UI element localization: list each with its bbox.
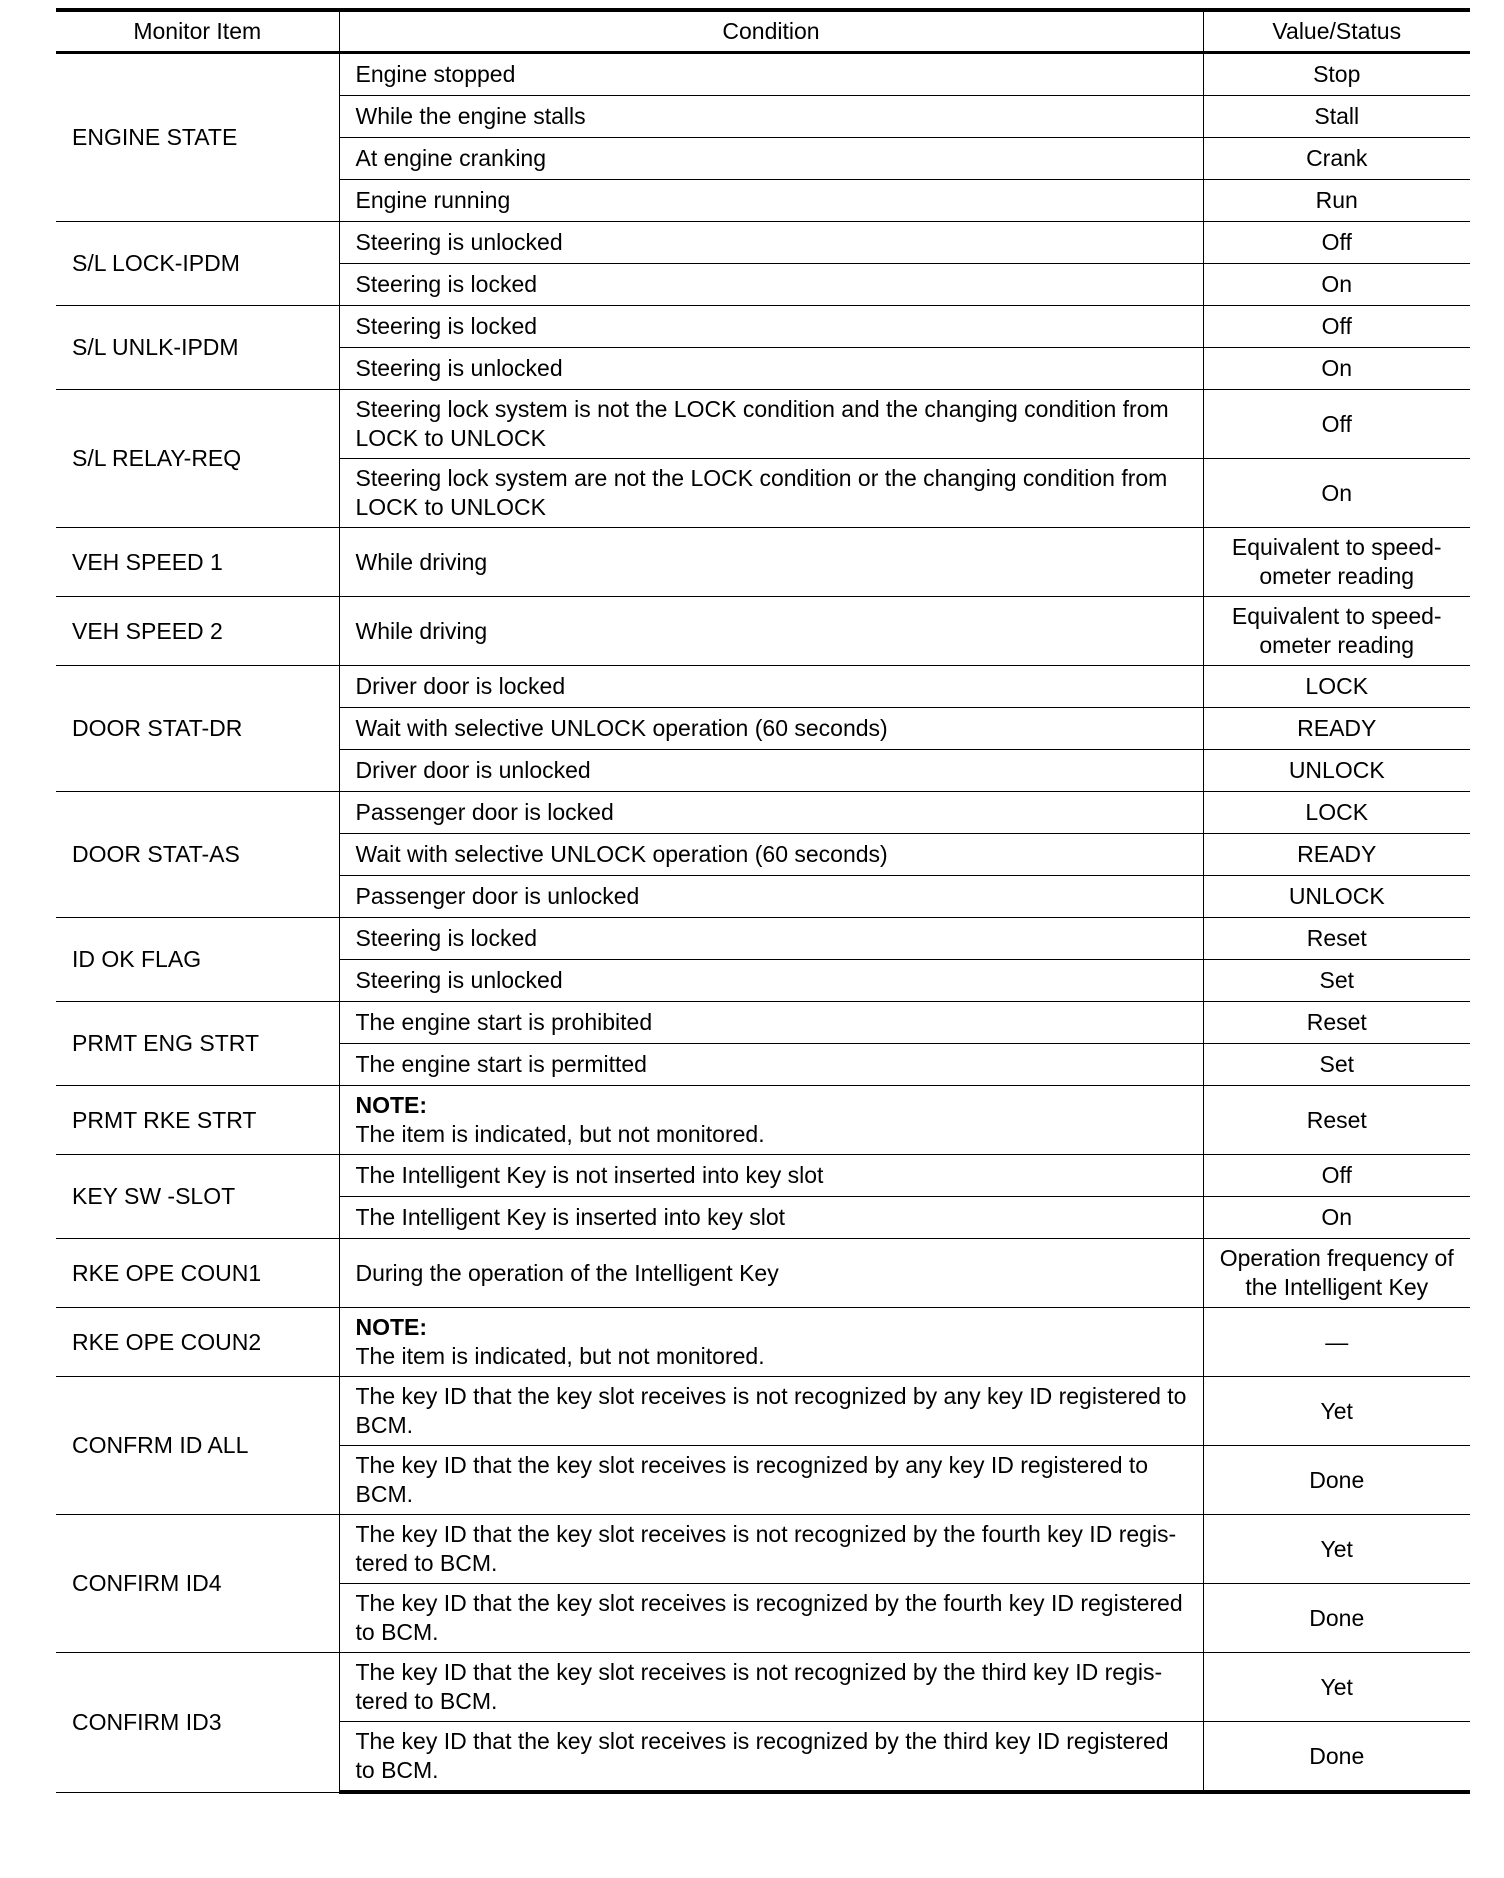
value-status-cell: Reset	[1203, 1002, 1470, 1044]
value-status-cell: Done	[1203, 1584, 1470, 1653]
table-row	[56, 1377, 1470, 1446]
monitor-item-cell: RKE OPE COUN2	[56, 1308, 339, 1377]
monitor-item-cell: PRMT ENG STRT	[56, 1002, 339, 1086]
value-status-cell: On	[1203, 459, 1470, 528]
condition-cell: The key ID that the key slot receives is recognized by the third key ID registered to BCM.	[339, 1722, 1203, 1793]
monitor-item-cell: S/L LOCK-IPDM	[56, 222, 339, 306]
condition-cell: While the engine stalls	[339, 96, 1203, 138]
condition-cell: The key ID that the key slot receives is recognized by the fourth key ID registered to BCM.	[339, 1584, 1203, 1653]
condition-cell: Steering lock system are not the LOCK condition or the changing condition from LOCK to UNLOCK	[339, 459, 1203, 528]
value-status-cell: On	[1203, 348, 1470, 390]
value-status-cell: Equivalent to speed-ometer reading	[1203, 528, 1470, 597]
table-row	[56, 1515, 1470, 1584]
table-row	[56, 792, 1470, 834]
value-status-cell: Stall	[1203, 96, 1470, 138]
header-row	[56, 10, 1470, 53]
value-status-cell: Equivalent to speed-ometer reading	[1203, 597, 1470, 666]
table-body	[56, 53, 1470, 1793]
value-status-cell: Operation frequency of the Intelligent Key	[1203, 1239, 1470, 1308]
condition-cell: Steering is locked	[339, 918, 1203, 960]
monitor-item-cell: VEH SPEED 1	[56, 528, 339, 597]
condition-cell: The Intelligent Key is inserted into key slot	[339, 1197, 1203, 1239]
monitor-item-table	[56, 8, 1470, 1794]
monitor-item-cell: CONFIRM ID4	[56, 1515, 339, 1653]
value-status-cell: Done	[1203, 1722, 1470, 1793]
value-status-cell: Run	[1203, 180, 1470, 222]
value-status-cell: Reset	[1203, 918, 1470, 960]
table-row	[56, 597, 1470, 666]
table-row	[56, 390, 1470, 459]
condition-cell: Steering is locked	[339, 264, 1203, 306]
value-status-cell: LOCK	[1203, 792, 1470, 834]
monitor-item-cell: VEH SPEED 2	[56, 597, 339, 666]
value-status-cell: Off	[1203, 1155, 1470, 1197]
monitor-item-cell: DOOR STAT-DR	[56, 666, 339, 792]
condition-cell: Wait with selective UNLOCK operation (60 seconds)	[339, 834, 1203, 876]
condition-cell: Steering lock system is not the LOCK condition and the changing condition from LOCK to UNLOCK	[339, 390, 1203, 459]
value-status-cell: Set	[1203, 1044, 1470, 1086]
value-status-cell: On	[1203, 1197, 1470, 1239]
condition-cell: The Intelligent Key is not inserted into key slot	[339, 1155, 1203, 1197]
monitor-item-cell: RKE OPE COUN1	[56, 1239, 339, 1308]
condition-cell: The engine start is permitted	[339, 1044, 1203, 1086]
value-status-cell: Yet	[1203, 1515, 1470, 1584]
value-status-cell: Reset	[1203, 1086, 1470, 1155]
header-monitor-item: Monitor Item	[56, 10, 339, 53]
value-status-cell: Stop	[1203, 53, 1470, 96]
monitor-item-cell: CONFIRM ID3	[56, 1653, 339, 1793]
condition-cell: The key ID that the key slot receives is not recognized by any key ID registered to BCM.	[339, 1377, 1203, 1446]
note-label: NOTE:	[355, 1314, 428, 1340]
condition-cell: Passenger door is unlocked	[339, 876, 1203, 918]
monitor-item-cell: ENGINE STATE	[56, 53, 339, 222]
value-status-cell: On	[1203, 264, 1470, 306]
table-row	[56, 666, 1470, 708]
monitor-item-cell: KEY SW -SLOT	[56, 1155, 339, 1239]
value-status-cell: LOCK	[1203, 666, 1470, 708]
table-row	[56, 528, 1470, 597]
table-row	[56, 918, 1470, 960]
condition-cell: Driver door is locked	[339, 666, 1203, 708]
value-status-cell: Crank	[1203, 138, 1470, 180]
condition-cell: Engine running	[339, 180, 1203, 222]
value-status-cell: Off	[1203, 222, 1470, 264]
value-status-cell: READY	[1203, 708, 1470, 750]
table-row	[56, 1308, 1470, 1377]
condition-cell: Steering is unlocked	[339, 348, 1203, 390]
condition-cell: The key ID that the key slot receives is not recognized by the third key ID regis-tered to BCM.	[339, 1653, 1203, 1722]
value-status-cell: UNLOCK	[1203, 876, 1470, 918]
table-row	[56, 222, 1470, 264]
condition-cell: Passenger door is locked	[339, 792, 1203, 834]
monitor-item-cell: S/L RELAY-REQ	[56, 390, 339, 528]
condition-cell: The engine start is prohibited	[339, 1002, 1203, 1044]
note-label: NOTE:	[355, 1092, 428, 1118]
condition-cell: Driver door is unlocked	[339, 750, 1203, 792]
value-status-cell: Off	[1203, 390, 1470, 459]
condition-cell: While driving	[339, 597, 1203, 666]
value-status-cell: READY	[1203, 834, 1470, 876]
header-condition: Condition	[339, 10, 1203, 53]
table-row	[56, 1086, 1470, 1155]
table-header	[56, 10, 1470, 53]
condition-cell: Wait with selective UNLOCK operation (60 seconds)	[339, 708, 1203, 750]
monitor-item-cell: DOOR STAT-AS	[56, 792, 339, 918]
value-status-cell: Off	[1203, 306, 1470, 348]
value-status-cell: UNLOCK	[1203, 750, 1470, 792]
table-row	[56, 1002, 1470, 1044]
monitor-item-cell: S/L UNLK-IPDM	[56, 306, 339, 390]
value-status-cell: —	[1203, 1308, 1470, 1377]
value-status-cell: Set	[1203, 960, 1470, 1002]
condition-cell: Steering is unlocked	[339, 222, 1203, 264]
condition-cell: Steering is unlocked	[339, 960, 1203, 1002]
table-row	[56, 1239, 1470, 1308]
condition-cell: While driving	[339, 528, 1203, 597]
table-row	[56, 1653, 1470, 1722]
monitor-item-cell: PRMT RKE STRT	[56, 1086, 339, 1155]
condition-cell	[339, 1086, 1203, 1155]
table-row	[56, 306, 1470, 348]
table-row	[56, 53, 1470, 96]
condition-cell: The key ID that the key slot receives is not recognized by the fourth key ID regis-tered to BCM.	[339, 1515, 1203, 1584]
condition-cell: Steering is locked	[339, 306, 1203, 348]
condition-cell: During the operation of the Intelligent Key	[339, 1239, 1203, 1308]
value-status-cell: Done	[1203, 1446, 1470, 1515]
monitor-item-cell: CONFRM ID ALL	[56, 1377, 339, 1515]
condition-cell	[339, 1308, 1203, 1377]
note-text: The item is indicated, but not monitored.	[355, 1121, 765, 1147]
condition-cell: The key ID that the key slot receives is recognized by any key ID registered to BCM.	[339, 1446, 1203, 1515]
condition-cell: Engine stopped	[339, 53, 1203, 96]
condition-cell: At engine cranking	[339, 138, 1203, 180]
table-row	[56, 1155, 1470, 1197]
monitor-item-cell: ID OK FLAG	[56, 918, 339, 1002]
note-text: The item is indicated, but not monitored.	[355, 1343, 765, 1369]
header-value-status: Value/Status	[1203, 10, 1470, 53]
value-status-cell: Yet	[1203, 1653, 1470, 1722]
value-status-cell: Yet	[1203, 1377, 1470, 1446]
